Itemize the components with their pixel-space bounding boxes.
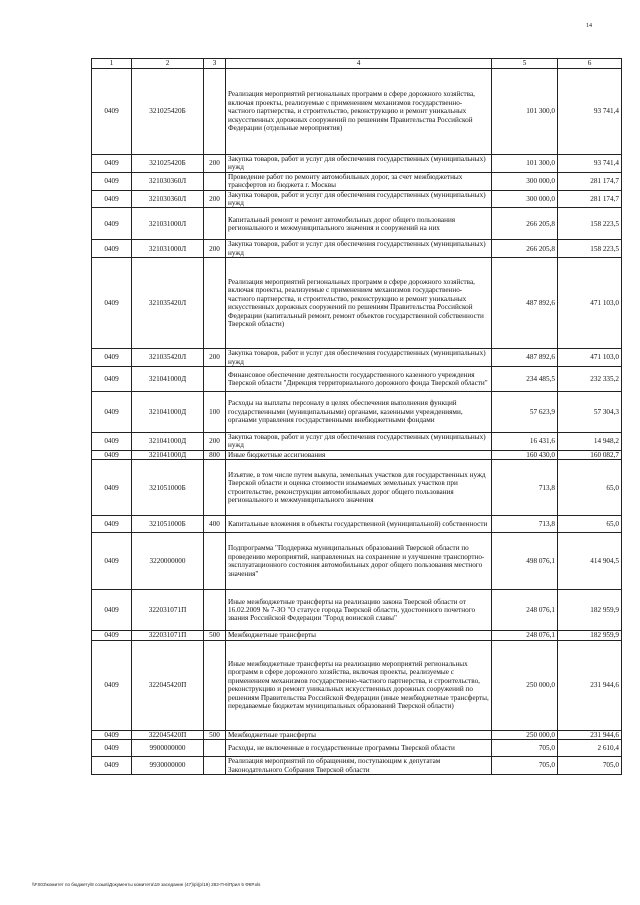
item-name-cell: Проведение работ по ремонту автомобильных дорог, за счет межбюджетных трансфертов из бюджета г. Москвы [226, 172, 492, 190]
article-code-cell: 321051000Б [132, 516, 204, 533]
section-code-cell: 0409 [92, 757, 132, 775]
column-header: 4 [226, 59, 492, 69]
table-row [92, 757, 622, 775]
executed-amount-cell: 281 174,7 [558, 172, 622, 190]
table-row [92, 208, 622, 240]
table-row [92, 69, 622, 155]
section-code-cell: 0409 [92, 516, 132, 533]
executed-amount-cell: 14 948,2 [558, 433, 622, 451]
table-row [92, 155, 622, 173]
planned-amount-cell: 487 892,6 [492, 258, 558, 349]
item-name-cell: Капитальные вложения в объекты государственной (муниципальной) собственности [226, 516, 492, 533]
executed-amount-cell: 93 741,4 [558, 69, 622, 155]
table-body [92, 69, 622, 775]
page-number: 14 [586, 23, 592, 29]
planned-amount-cell: 487 892,6 [492, 349, 558, 367]
article-code-cell: 9900000000 [132, 740, 204, 757]
item-name-cell: Расходы, не включенные в государственные программы Тверской области [226, 740, 492, 757]
item-name-cell: Иные бюджетные ассигнования [226, 450, 492, 459]
planned-amount-cell: 705,0 [492, 740, 558, 757]
expense-type-cell: 500 [204, 631, 226, 640]
column-header: 5 [492, 59, 558, 69]
item-name-cell: Закупка товаров, работ и услуг для обеспечения государственных (муниципальных) нужд [226, 155, 492, 173]
item-name-cell: Закупка товаров, работ и услуг для обеспечения государственных (муниципальных) нужд [226, 190, 492, 208]
table-row [92, 367, 622, 392]
article-code-cell: 322031071П [132, 590, 204, 631]
item-name-cell: Реализация мероприятий региональных программ в сфере дорожного хозяйства, включая проекты, реализуемые с применением механизмов государственно-частного партнерства, и строительство, реконструкцию и ремонт уникальных искусственных дорожных сооружений по решениям Правительства Российской Федерации (капитальный ремонт, ремонт объектов государственной собственности Тверской области) [226, 258, 492, 349]
article-code-cell: 322031071П [132, 631, 204, 640]
table-row [92, 730, 622, 739]
planned-amount-cell: 160 430,0 [492, 450, 558, 459]
header-row [92, 59, 622, 69]
expense-type-cell [204, 740, 226, 757]
item-name-cell: Иные межбюджетные трансферты на реализацию мероприятий региональных программ в сфере дорожного хозяйства, включая проекты, реализуемые с применением механизмов государственно-частного партнерства, и строительство, реконструкцию и ремонт уникальных искусственных дорожных сооружений по решениям Правительства Российской Федерации (иные межбюджетные трансферты, передаваемые бюджетам муниципальных образований Тверской области) [226, 640, 492, 730]
item-name-cell: Изъятие, в том числе путем выкупа, земельных участков для государственных нужд Тверской области и оценка стоимости изымаемых земельных участков при строительстве, реконструкции автомобильных дорог общего пользования регионального и межмуниципального значения [226, 460, 492, 516]
planned-amount-cell: 248 076,1 [492, 631, 558, 640]
planned-amount-cell: 57 623,9 [492, 392, 558, 433]
article-code-cell: 321031000Л [132, 208, 204, 240]
executed-amount-cell: 158 223,5 [558, 208, 622, 240]
table-row [92, 349, 622, 367]
item-name-cell: Закупка товаров, работ и услуг для обеспечения государственных (муниципальных) нужд [226, 240, 492, 258]
section-code-cell: 0409 [92, 392, 132, 433]
file-path-footer: \\FS03\комитет по бюджету\8 созыв\Документы комитета\19 заседание (47)\р\(р\19) 282-П-6\Прил 5 ФКР.xls [32, 882, 261, 887]
article-code-cell: 321031000Л [132, 240, 204, 258]
expense-type-cell [204, 367, 226, 392]
column-header: 3 [204, 59, 226, 69]
item-name-cell: Финансовое обеспечение деятельности государственного казенного учреждения Тверской области "Дирекция территориального дорожного фонда Тверской области" [226, 367, 492, 392]
planned-amount-cell: 713,8 [492, 516, 558, 533]
expense-type-cell: 100 [204, 392, 226, 433]
executed-amount-cell: 65,0 [558, 516, 622, 533]
article-code-cell: 321051000Б [132, 460, 204, 516]
expense-type-cell [204, 590, 226, 631]
section-code-cell: 0409 [92, 258, 132, 349]
executed-amount-cell: 182 959,9 [558, 631, 622, 640]
table-row [92, 258, 622, 349]
section-code-cell: 0409 [92, 450, 132, 459]
section-code-cell: 0409 [92, 349, 132, 367]
section-code-cell: 0409 [92, 208, 132, 240]
planned-amount-cell: 248 076,1 [492, 590, 558, 631]
article-code-cell: 321041000Д [132, 392, 204, 433]
expense-type-cell: 200 [204, 349, 226, 367]
item-name-cell: Закупка товаров, работ и услуг для обеспечения государственных (муниципальных) нужд [226, 349, 492, 367]
table-row [92, 516, 622, 533]
item-name-cell: Иные межбюджетные трансферты на реализацию закона Тверской области от 16.02.2009 № 7-ЗО "О статусе города Тверской области, удостоенного почетного звания Российской Федерации "Город воинской славы" [226, 590, 492, 631]
article-code-cell: 321035420Л [132, 258, 204, 349]
section-code-cell: 0409 [92, 533, 132, 590]
table-row [92, 392, 622, 433]
planned-amount-cell: 266 205,8 [492, 240, 558, 258]
executed-amount-cell: 414 904,5 [558, 533, 622, 590]
section-code-cell: 0409 [92, 240, 132, 258]
table-row [92, 450, 622, 459]
expense-type-cell: 500 [204, 730, 226, 739]
executed-amount-cell: 93 741,4 [558, 155, 622, 173]
section-code-cell: 0409 [92, 460, 132, 516]
expense-type-cell [204, 258, 226, 349]
planned-amount-cell: 101 300,0 [492, 69, 558, 155]
planned-amount-cell: 300 000,0 [492, 172, 558, 190]
table-row [92, 240, 622, 258]
item-name-cell: Капитальный ремонт и ремонт автомобильных дорог общего пользования регионального и межмуниципального значения и сооружений на них [226, 208, 492, 240]
executed-amount-cell: 705,0 [558, 757, 622, 775]
expense-type-cell: 200 [204, 190, 226, 208]
section-code-cell: 0409 [92, 155, 132, 173]
article-code-cell: 321030360Л [132, 190, 204, 208]
expense-type-cell: 200 [204, 240, 226, 258]
section-code-cell: 0409 [92, 172, 132, 190]
table-row [92, 190, 622, 208]
planned-amount-cell: 250 000,0 [492, 640, 558, 730]
column-header: 2 [132, 59, 204, 69]
expense-type-cell: 800 [204, 450, 226, 459]
article-code-cell: 9930000000 [132, 757, 204, 775]
table-header [92, 59, 622, 69]
executed-amount-cell: 232 335,2 [558, 367, 622, 392]
table-row [92, 460, 622, 516]
table-row [92, 631, 622, 640]
executed-amount-cell: 160 082,7 [558, 450, 622, 459]
section-code-cell: 0409 [92, 590, 132, 631]
expense-type-cell: 400 [204, 516, 226, 533]
planned-amount-cell: 300 000,0 [492, 190, 558, 208]
column-header: 6 [558, 59, 622, 69]
planned-amount-cell: 498 076,1 [492, 533, 558, 590]
column-header: 1 [92, 59, 132, 69]
section-code-cell: 0409 [92, 367, 132, 392]
table-row [92, 172, 622, 190]
section-code-cell: 0409 [92, 640, 132, 730]
article-code-cell: 321041000Д [132, 367, 204, 392]
expense-type-cell [204, 757, 226, 775]
executed-amount-cell: 158 223,5 [558, 240, 622, 258]
executed-amount-cell: 471 103,0 [558, 349, 622, 367]
planned-amount-cell: 266 205,8 [492, 208, 558, 240]
executed-amount-cell: 231 944,6 [558, 730, 622, 739]
article-code-cell: 321035420Л [132, 349, 204, 367]
section-code-cell: 0409 [92, 433, 132, 451]
executed-amount-cell: 182 959,9 [558, 590, 622, 631]
table-row [92, 640, 622, 730]
expense-type-cell: 200 [204, 155, 226, 173]
executed-amount-cell: 2 610,4 [558, 740, 622, 757]
executed-amount-cell: 231 944,6 [558, 640, 622, 730]
planned-amount-cell: 16 431,6 [492, 433, 558, 451]
expense-type-cell [204, 533, 226, 590]
item-name-cell: Закупка товаров, работ и услуг для обеспечения государственных (муниципальных) нужд [226, 433, 492, 451]
article-code-cell: 321025420Б [132, 69, 204, 155]
budget-table [91, 58, 622, 775]
section-code-cell: 0409 [92, 631, 132, 640]
table-row [92, 740, 622, 757]
section-code-cell: 0409 [92, 730, 132, 739]
section-code-cell: 0409 [92, 69, 132, 155]
table-row [92, 590, 622, 631]
item-name-cell: Реализация мероприятий региональных программ в сфере дорожного хозяйства, включая проекты, реализуемые с применением механизмов государственно-частного партнерства, и строительство, реконструкцию и ремонт уникальных искусственных дорожных сооружений по решениям Правительства Российской Федерации (отдельные мероприятия) [226, 69, 492, 155]
executed-amount-cell: 281 174,7 [558, 190, 622, 208]
article-code-cell: 322045420П [132, 730, 204, 739]
item-name-cell: Подпрограмма "Поддержка муниципальных образований Тверской области по проведению мероприятий, направленных на сохранение и улучшение транспортно-эксплуатационного состояния автомобильных дорог общего пользования местного значения" [226, 533, 492, 590]
executed-amount-cell: 57 304,3 [558, 392, 622, 433]
section-code-cell: 0409 [92, 740, 132, 757]
expense-type-cell [204, 69, 226, 155]
expense-type-cell [204, 172, 226, 190]
executed-amount-cell: 471 103,0 [558, 258, 622, 349]
article-code-cell: 3220000000 [132, 533, 204, 590]
planned-amount-cell: 705,0 [492, 757, 558, 775]
article-code-cell: 321025420Б [132, 155, 204, 173]
article-code-cell: 321041000Д [132, 433, 204, 451]
item-name-cell: Расходы на выплаты персоналу в целях обеспечения выполнения функций государственными (муниципальными) органами, казенными учреждениями, органами управления государственными внебюджетными фондами [226, 392, 492, 433]
table-row [92, 433, 622, 451]
article-code-cell: 322045420П [132, 640, 204, 730]
section-code-cell: 0409 [92, 190, 132, 208]
item-name-cell: Межбюджетные трансферты [226, 631, 492, 640]
expense-type-cell [204, 208, 226, 240]
planned-amount-cell: 234 485,5 [492, 367, 558, 392]
expense-type-cell [204, 640, 226, 730]
item-name-cell: Реализация мероприятий по обращениям, поступающим к депутатам Законодательного Собрания Тверской области [226, 757, 492, 775]
article-code-cell: 321030360Л [132, 172, 204, 190]
article-code-cell: 321041000Д [132, 450, 204, 459]
executed-amount-cell: 65,0 [558, 460, 622, 516]
planned-amount-cell: 713,8 [492, 460, 558, 516]
table-row [92, 533, 622, 590]
planned-amount-cell: 250 000,0 [492, 730, 558, 739]
expense-type-cell [204, 460, 226, 516]
planned-amount-cell: 101 300,0 [492, 155, 558, 173]
item-name-cell: Межбюджетные трансферты [226, 730, 492, 739]
expense-type-cell: 200 [204, 433, 226, 451]
